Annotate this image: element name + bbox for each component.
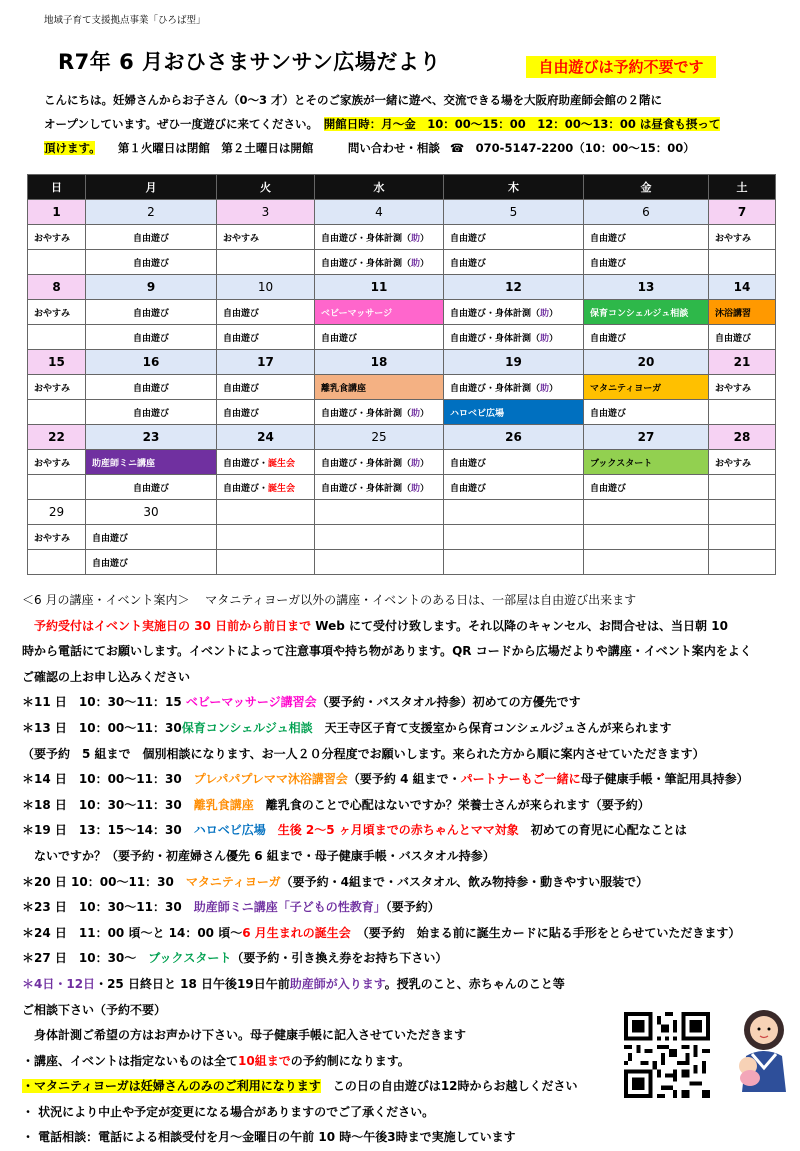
event-cell: 自由遊び [584,325,709,350]
event-cell [28,475,86,500]
event-cell [315,250,444,275]
event-text: 自由遊び・身体計測（ [450,308,541,319]
date-cell: 15 [28,350,86,375]
midwife-mark: 助 [411,233,421,244]
event-cell: 自由遊び [86,300,217,325]
day-mon: 月 [86,175,217,200]
intro-line-2a: オープンしています。ぜひ一度遊びに来てください。 [44,117,313,131]
date-cell: 23 [86,425,217,450]
note-event: 離乳食講座 [193,797,254,812]
week-2-dates [28,275,776,300]
event-cell [217,450,315,475]
note-event: ハロベビ広場 [193,823,266,838]
event-text: 自由遊び・身体計測（ [321,233,412,244]
note-text: ＊27 日 10：30～ [22,951,149,966]
event-cell-book-start: ブックスタート [584,450,709,475]
event-cell: 自由遊び [86,325,217,350]
week-5-events-am [28,525,776,550]
event-cell [444,525,584,550]
date-cell: 22 [28,425,86,450]
birthday-party: 誕生会 [268,458,296,469]
date-cell [217,500,315,525]
event-cell [315,225,444,250]
event-cell: 自由遊び [584,225,709,250]
event-cell: 自由遊び [444,450,584,475]
event-cell [217,250,315,275]
date-cell: 3 [217,200,315,225]
note-text: ＊19 日 13：15～14：30 [22,823,194,838]
event-text: ） [420,233,430,244]
note-event: 助産師が入ります [289,976,385,991]
note-text: （要予約） [385,900,440,915]
birthday-party: 誕生会 [268,483,296,494]
note-midwife-2: ご相談下さい（予約不要） [22,1002,167,1017]
event-cell: 自由遊び [217,300,315,325]
date-cell: 28 [709,425,776,450]
intro-line-3a: 頂けます。 [44,141,95,155]
note-text: （要予約 4 組まで・ [347,772,461,787]
date-cell: 1 [28,200,86,225]
week-4-events-pm [28,475,776,500]
date-cell: 9 [86,275,217,300]
week-1-dates [28,200,776,225]
event-cell: おやすみ [709,450,776,475]
event-cell: 自由遊び [86,400,217,425]
week-3-events-am [28,375,776,400]
note-event: 6 月生まれの誕生会 [242,925,351,940]
date-cell: 24 [217,425,315,450]
event-cell-midwife-mini: 助産師ミニ講座 [86,450,217,475]
date-cell: 6 [584,200,709,225]
event-cell [315,475,444,500]
date-cell: 29 [28,500,86,525]
note-text: 初めての育児に心配なことは [518,823,687,838]
calendar-table [27,174,776,575]
note-text: ＊14 日 10：00～11：30 [22,772,194,787]
day-sat: 土 [709,175,776,200]
note-text: 天王寺区子育て支援室から保育コンシェルジュさんが来られます [312,720,672,735]
event-cell-bath-class: 沐浴講習 [709,300,776,325]
note-14 [22,767,792,793]
day-wed: 水 [315,175,444,200]
event-text: ） [420,483,430,494]
note-text: ＊13 日 10：00～11：30 [22,720,182,735]
event-cell [217,525,315,550]
event-cell [709,250,776,275]
closing-days: 第１火曜日は閉館 第２土曜日は開館 [117,141,314,155]
event-text: 自由遊び・身体計測（ [450,333,541,344]
note-text: 離乳食のことで心配はないですか？栄養士さんが来られます（要予約） [253,797,650,812]
event-cell [315,550,444,575]
note-highlight: ・マタニティヨーガは妊婦さんのみのご利用になります [22,1079,321,1094]
date-cell: 21 [709,350,776,375]
date-cell: 5 [444,200,584,225]
event-cell: 自由遊び [86,475,217,500]
date-cell: 2 [86,200,217,225]
event-cell: 自由遊び [217,325,315,350]
note-19 [22,818,792,844]
phone-number[interactable]: ☎ 070-5147-2200（10：00～15：00） [449,141,695,155]
date-cell: 4 [315,200,444,225]
event-cell: 自由遊び [444,225,584,250]
note-text: （要予約・引き換え券をお持ち下さい） [231,951,448,966]
day-fri: 金 [584,175,709,200]
date-cell: 25 [315,425,444,450]
event-cell: 自由遊び [86,375,217,400]
note-measure: 身体計測ご希望の方はお声かけ下さい。母子健康手帳に記入させていただきます [22,1028,467,1043]
note-text: （要予約・4組まで・バスタオル、飲み物持参・動きやすい服装で） [280,874,649,889]
event-cell [217,550,315,575]
intro-text [44,88,720,160]
week-5-events-pm [28,550,776,575]
event-cell: おやすみ [28,450,86,475]
note-highlight: 生後 2～5 ヶ月頃までの赤ちゃんとママ対象 [265,823,519,838]
weekday-header [28,175,776,200]
event-cell: おやすみ [28,225,86,250]
event-text: ） [420,408,430,419]
note-booking [22,614,792,640]
event-text: ） [549,308,559,319]
event-text: 自由遊び・身体計測（ [450,383,541,394]
week-3-dates [28,350,776,375]
midwife-mark: 助 [411,458,421,469]
event-cell [584,550,709,575]
event-cell [709,475,776,500]
note-27 [22,946,792,972]
intro-line-3 [44,136,720,160]
date-cell: 20 [584,350,709,375]
note-text: （要予約 始まる前に誕生カードに貼る手形をとらせていただきます） [350,925,741,940]
event-text: ） [420,258,430,269]
date-cell: 13 [584,275,709,300]
event-cell: おやすみ [28,525,86,550]
date-cell [709,500,776,525]
note-midwife [22,972,792,998]
date-cell [315,500,444,525]
intro-line-1: こんにちは。妊婦さんからお子さん（0～3 才）とそのご家族が一緒に遊べ、交流できる場を大阪府助産師会館の２階に [44,93,663,107]
note-text: この日の自由遊びは12時からお越しください [320,1079,578,1094]
event-cell: おやすみ [28,375,86,400]
event-cell: 自由遊び [217,400,315,425]
note-text: の予約制になります。 [290,1053,410,1068]
event-cell: おやすみ [709,375,776,400]
date-cell: 14 [709,275,776,300]
event-cell: 自由遊び [86,250,217,275]
note-highlight: 10組まで [238,1053,291,1068]
event-cell [444,550,584,575]
event-cell: 自由遊び [86,225,217,250]
event-cell: 自由遊び [584,475,709,500]
note-text: ＊23 日 10：30～11：30 [22,900,194,915]
opening-hours: 開館日時：月～金 10：00～15：00 12：00～13：00 は昼食も摂って [323,117,721,131]
event-cell: おやすみ [709,225,776,250]
date-cell: 30 [86,500,217,525]
note-11 [22,690,792,716]
midwife-mark: 助 [540,383,550,394]
event-cell-weaning-class: 離乳食講座 [315,375,444,400]
event-cell: おやすみ [217,225,315,250]
event-cell [28,250,86,275]
event-cell [315,400,444,425]
note-text: Web にて受付け致します。それ以降のキャンセル、お問合せは、当日朝 10 [311,618,728,633]
note-event: ベビーマッサージ講習会 [185,695,317,710]
week-2-events-pm [28,325,776,350]
week-4-events-am [28,450,776,475]
event-cell-maternity-yoga: マタニティヨーガ [584,375,709,400]
note-change: ・ 状況により中止や予定が変更になる場合がありますのでご了承ください。 [22,1104,435,1119]
week-4-dates [28,425,776,450]
event-cell: 自由遊び [444,475,584,500]
date-cell [584,500,709,525]
event-cell [709,525,776,550]
note-text: 。授乳のこと、赤ちゃんのこと等 [384,976,565,991]
event-text: ） [420,458,430,469]
event-cell-hello-baby: ハロベビ広場 [444,400,584,425]
note-heading: ＜6 月の講座・イベント案内＞ マタニティヨーガ以外の講座・イベントのある日は、一部屋は自由遊び出来ます [22,593,637,607]
event-cell [444,300,584,325]
note-text: ・講座、イベントは指定ないものは全て [22,1053,239,1068]
note-text: （要予約・バスタオル持参）初めての方優先です [316,695,581,710]
note-13-detail: （要予約 5 組まで 個別相談になります、お一人２０分程度でお願いします。来られた方から順に案内させていただきます） [22,746,705,761]
event-cell-childcare-consult: 保育コンシェルジュ相談 [584,300,709,325]
date-cell: 16 [86,350,217,375]
free-play-badge: 自由遊びは予約不要です [526,56,716,78]
event-cell [709,400,776,425]
intro-line-2 [44,112,720,136]
date-cell: 18 [315,350,444,375]
event-text: 自由遊び・身体計測（ [321,258,412,269]
note-event: ＊4日・12日 [22,976,96,991]
event-cell: 自由遊び [315,325,444,350]
contact-label: 問い合わせ・相談 [347,141,440,155]
event-cell: 自由遊び [86,525,217,550]
event-cell-baby-massage: ベビーマッサージ [315,300,444,325]
note-event: プレパパプレママ沐浴講習会 [193,772,348,787]
date-cell: 27 [584,425,709,450]
program-label: 地域子育て支援拠点事業「ひろば型」 [44,15,206,26]
midwife-mark: 助 [540,308,550,319]
midwife-with-baby-illustration [734,996,794,1092]
note-text: ＊24 日 11：00 頃～と 14：00 頃～ [22,925,243,940]
day-tue: 火 [217,175,315,200]
event-cell: 自由遊び [86,550,217,575]
note-19-detail [22,844,792,870]
event-cell [584,525,709,550]
note-text: ないですか？（要予約・初産婦さん優先 6 組まで・母子健康手帳・バスタオル持参） [34,848,495,863]
note-event: ブックスタート [148,951,232,966]
note-20 [22,870,792,896]
week-1-events-pm [28,250,776,275]
note-text: 予約受付はイベント実施日の 30 日前から前日まで [34,618,312,633]
qr-code-icon[interactable] [624,1012,710,1098]
event-cell: 自由遊び [709,325,776,350]
midwife-mark: 助 [540,333,550,344]
date-cell: 7 [709,200,776,225]
date-cell: 19 [444,350,584,375]
week-5-dates [28,500,776,525]
note-text: ＊18 日 10：30～11：30 [22,797,194,812]
event-cell [444,325,584,350]
note-event: 助産師ミニ講座「子どもの性教育」 [193,900,386,915]
day-thu: 木 [444,175,584,200]
event-text: ） [549,333,559,344]
note-23 [22,895,792,921]
note-event: マタニティヨーガ [185,874,281,889]
week-2-events-am [28,300,776,325]
note-text: ＊11 日 10：30～11：15 [22,695,186,710]
event-text: ） [549,383,559,394]
note-text: ＊20 日 10：00～11：30 [22,874,186,889]
midwife-mark: 助 [411,483,421,494]
note-highlight: パートナーもご一緒に [460,772,581,787]
event-cell: 自由遊び [584,250,709,275]
note-phone: ・ 電話相談：電話による相談受付を月～金曜日の午前 10 時～午後3時まで実施しています [22,1130,516,1145]
date-cell [444,500,584,525]
event-text: 自由遊び・身体計測（ [321,408,412,419]
event-text: 自由遊び・ [223,483,269,494]
event-cell: 自由遊び [444,250,584,275]
midwife-mark: 助 [411,408,421,419]
event-text: 自由遊び・ [223,458,269,469]
note-text: 母子健康手帳・筆記用具持参） [580,772,749,787]
midwife-mark: 助 [411,258,421,269]
week-1-events-am [28,225,776,250]
event-cell [444,375,584,400]
page-title: R7年 6 月おひさまサンサン広場だより [58,50,441,74]
event-cell: 自由遊び [217,375,315,400]
event-cell [709,550,776,575]
event-cell: 自由遊び [584,400,709,425]
date-cell: 26 [444,425,584,450]
note-24 [22,921,792,947]
date-cell: 10 [217,275,315,300]
date-cell: 12 [444,275,584,300]
event-text: 自由遊び・身体計測（ [321,458,412,469]
event-text: 自由遊び・身体計測（ [321,483,412,494]
note-booking-3: ご確認の上お申し込みください [22,669,191,684]
event-cell [315,450,444,475]
note-13 [22,716,792,742]
note-booking-2: 時から電話にてお願いします。イベントによって注意事項や持ち物があります。QR コードから広場だよりや講座・イベント案内をよく [22,644,752,659]
date-cell: 11 [315,275,444,300]
day-sun: 日 [28,175,86,200]
note-text: ・25 日終日と 18 日午後19日午前 [95,976,290,991]
date-cell: 17 [217,350,315,375]
date-cell: 8 [28,275,86,300]
note-event: 保育コンシェルジュ相談 [181,720,313,735]
week-3-events-pm [28,400,776,425]
event-cell [315,525,444,550]
note-18 [22,793,792,819]
event-cell: おやすみ [28,300,86,325]
event-cell [28,400,86,425]
event-cell [28,550,86,575]
event-cell [217,475,315,500]
event-cell [28,325,86,350]
